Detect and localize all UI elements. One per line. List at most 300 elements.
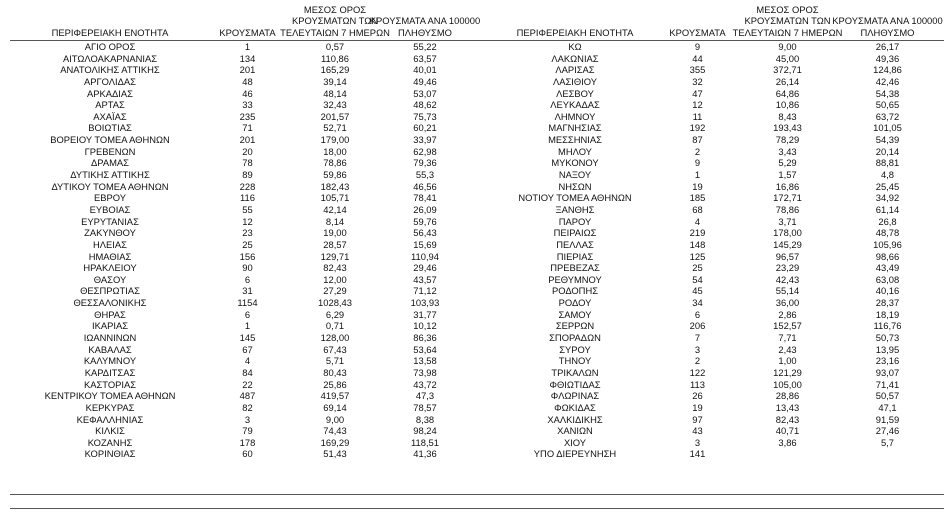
avg-7day-cell: 23,29 xyxy=(775,262,800,274)
table-row xyxy=(480,448,944,460)
region-cell: ΚΕΡΚΥΡΑΣ xyxy=(85,401,135,413)
table-row xyxy=(10,437,480,449)
table-row xyxy=(10,355,480,367)
table-row xyxy=(10,390,480,402)
region-cell: ΜΗΛΟΥ xyxy=(558,145,592,157)
per-100k-cell: 50,65 xyxy=(875,99,900,111)
table-row xyxy=(10,216,480,228)
table-row xyxy=(10,146,480,158)
avg-7day-cell: 182,43 xyxy=(320,180,350,192)
per-100k-cell: 13,95 xyxy=(875,343,900,355)
avg-7day-cell: 172,71 xyxy=(773,192,802,204)
per-100k-cell: 40,01 xyxy=(413,64,437,76)
region-cell: ΒΟΙΩΤΙΑΣ xyxy=(88,122,132,134)
header-cases: ΚΡΟΥΣΜΑΤΑ xyxy=(219,26,276,38)
table-row xyxy=(480,181,944,193)
header-region: ΠΕΡΙΦΕΡΕΙΑΚΗ ΕΝΟΤΗΤΑ xyxy=(51,26,169,38)
table-row xyxy=(10,88,480,100)
region-cell: ΧΙΟΥ xyxy=(563,436,587,448)
avg-7day-cell: 78,29 xyxy=(775,134,800,146)
avg-7day-cell: 169,29 xyxy=(320,436,350,448)
cases-cell: 6 xyxy=(244,273,251,285)
table-row xyxy=(10,64,480,76)
per-100k-cell: 91,59 xyxy=(875,413,900,425)
table-row xyxy=(10,157,480,169)
cases-cell: 6 xyxy=(244,308,251,320)
region-cell: ΖΑΚΥΝΘΟΥ xyxy=(84,227,136,239)
table-row xyxy=(10,344,480,356)
table-row xyxy=(480,262,944,274)
per-100k-cell: 23,16 xyxy=(875,355,900,367)
avg-7day-cell: 10,86 xyxy=(775,99,800,111)
per-100k-cell: 18,19 xyxy=(875,308,900,320)
region-cell: ΝΟΤΙΟΥ ΤΟΜΕΑ ΑΘΗΝΩΝ xyxy=(518,192,632,204)
table-row xyxy=(480,367,944,379)
per-100k-cell: 55,3 xyxy=(415,169,435,181)
header-7day-average-line2: ΚΡΟΥΣΜΑΤΩΝ ΤΩΝ xyxy=(744,15,831,26)
cases-cell: 19 xyxy=(692,401,703,413)
region-cell: ΦΛΩΡΙΝΑΣ xyxy=(550,390,600,402)
region-cell: ΚΑΡΔΙΤΣΑΣ xyxy=(84,366,136,378)
table-row xyxy=(480,88,944,100)
avg-7day-cell: 96,57 xyxy=(775,250,800,262)
avg-7day-cell: 8,14 xyxy=(325,215,345,227)
cases-cell: 79 xyxy=(242,425,253,437)
per-100k-cell: 124,86 xyxy=(873,64,902,76)
per-100k-cell: 79,36 xyxy=(413,157,437,169)
region-cell: ΜΑΓΝΗΣΙΑΣ xyxy=(548,122,602,134)
cases-cell: 487 xyxy=(239,390,256,402)
header-cases: ΚΡΟΥΣΜΑΤΑ xyxy=(669,26,726,38)
region-cell: ΡΟΔΟΥ xyxy=(558,297,592,309)
avg-7day-cell: 82,43 xyxy=(775,413,800,425)
header-7day-average-line2: ΚΡΟΥΣΜΑΤΩΝ ΤΩΝ xyxy=(291,15,379,26)
avg-7day-cell: 1,00 xyxy=(778,355,797,367)
avg-7day-cell: 25,86 xyxy=(323,378,347,390)
per-100k-cell: 116,76 xyxy=(873,320,902,332)
region-cell: ΥΠΟ ΔΙΕΡΕΥΝΗΣΗ xyxy=(533,448,617,460)
table-row xyxy=(10,425,480,437)
cases-cell: 3 xyxy=(244,413,251,425)
region-cell: ΚΑΣΤΟΡΙΑΣ xyxy=(83,378,137,390)
header-per-100k xyxy=(365,15,485,38)
table-row xyxy=(10,181,480,193)
per-100k-cell: 71,12 xyxy=(413,285,437,297)
region-cell: ΗΛΕΙΑΣ xyxy=(93,238,127,250)
table-bottom-rule xyxy=(10,494,944,495)
avg-7day-cell: 39,14 xyxy=(323,75,347,87)
avg-7day-cell: 64,86 xyxy=(775,87,800,99)
cases-cell: 90 xyxy=(242,262,253,274)
avg-7day-cell: 51,43 xyxy=(323,448,347,460)
per-100k-cell: 98,24 xyxy=(413,425,437,437)
region-cell: ΜΕΣΣΗΝΙΑΣ xyxy=(548,134,602,146)
cases-cell: 67 xyxy=(242,343,253,355)
cases-cell: 355 xyxy=(689,64,706,76)
region-cell: ΡΟΔΟΠΗΣ xyxy=(551,285,599,297)
table-body-right xyxy=(480,41,944,460)
table-header-right xyxy=(480,0,944,41)
cases-cell: 12 xyxy=(692,99,703,111)
table-row xyxy=(10,41,480,53)
cases-cell: 2 xyxy=(694,145,701,157)
cases-cell: 78 xyxy=(242,157,253,169)
region-cell: ΤΡΙΚΑΛΩΝ xyxy=(551,366,599,378)
table-row xyxy=(480,425,944,437)
page-bottom-rule xyxy=(10,508,944,509)
region-cell: ΝΗΣΩΝ xyxy=(558,180,592,192)
avg-7day-cell: 8,43 xyxy=(778,110,797,122)
table-row xyxy=(480,204,944,216)
cases-cell: 20 xyxy=(242,145,253,157)
per-100k-cell: 53,64 xyxy=(413,343,437,355)
cases-cell: 19 xyxy=(692,180,703,192)
region-cell: ΑΡΤΑΣ xyxy=(95,99,125,111)
region-cell: ΣΕΡΡΩΝ xyxy=(555,320,595,332)
region-cell: ΚΕΦΑΛΛΗΝΙΑΣ xyxy=(76,413,144,425)
cases-cell: 7 xyxy=(694,332,701,344)
region-cell: ΚΩ xyxy=(568,41,582,52)
avg-7day-cell: 36,00 xyxy=(775,297,800,309)
table-row xyxy=(10,285,480,297)
avg-7day-cell: 419,57 xyxy=(320,390,350,402)
cases-cell: 4 xyxy=(694,215,701,227)
cases-cell: 22 xyxy=(242,378,253,390)
region-cell: ΚΑΒΑΛΑΣ xyxy=(88,343,132,355)
per-100k-cell: 10,12 xyxy=(413,320,437,332)
table-row xyxy=(10,297,480,309)
cases-cell: 201 xyxy=(239,64,256,76)
table-row xyxy=(10,134,480,146)
avg-7day-cell: 1028,43 xyxy=(318,297,352,309)
per-100k-cell: 98,66 xyxy=(875,250,900,262)
cases-cell: 33 xyxy=(242,99,253,111)
avg-7day-cell: 32,43 xyxy=(323,99,347,111)
table-row xyxy=(480,402,944,414)
avg-7day-cell: 105,71 xyxy=(320,192,350,204)
cases-cell: 4 xyxy=(244,355,251,367)
table-row xyxy=(480,169,944,181)
header-7day-average-line3: ΤΕΛΕΥΤΑΙΩΝ 7 ΗΜΕΡΩΝ xyxy=(732,26,843,38)
per-100k-cell: 60,21 xyxy=(413,122,437,134)
cases-cell: 6 xyxy=(694,308,701,320)
cases-cell: 235 xyxy=(239,110,256,122)
per-100k-cell: 13,58 xyxy=(413,355,437,367)
cases-table-right xyxy=(480,0,944,460)
per-100k-cell: 75,73 xyxy=(413,110,437,122)
per-100k-cell: 43,49 xyxy=(875,262,900,274)
table-row xyxy=(10,53,480,65)
per-100k-cell: 40,16 xyxy=(875,285,900,297)
cases-cell: 3 xyxy=(694,436,701,448)
cases-cell: 178 xyxy=(239,436,256,448)
table-row xyxy=(480,344,944,356)
per-100k-cell: 26,8 xyxy=(878,215,897,227)
per-100k-cell: 53,07 xyxy=(413,87,437,99)
cases-cell: 68 xyxy=(692,203,703,215)
per-100k-cell: 50,57 xyxy=(875,390,900,402)
avg-7day-cell: 5,29 xyxy=(778,157,797,169)
per-100k-cell: 46,56 xyxy=(413,180,437,192)
avg-7day-cell: 78,86 xyxy=(323,157,347,169)
table-row xyxy=(480,320,944,332)
avg-7day-cell: 26,14 xyxy=(775,75,800,87)
avg-7day-cell: 3,43 xyxy=(778,145,797,157)
avg-7day-cell: 82,43 xyxy=(323,262,347,274)
table-row xyxy=(10,367,480,379)
region-cell: ΑΓΙΟ ΟΡΟΣ xyxy=(84,41,136,52)
region-cell: ΠΡΕΒΕΖΑΣ xyxy=(550,262,600,274)
header-per-100k-line1: ΚΡΟΥΣΜΑΤΑ ΑΝΑ 100000 xyxy=(369,15,481,26)
region-cell: ΑΝΑΤΟΛΙΚΗΣ ΑΤΤΙΚΗΣ xyxy=(60,64,160,76)
region-cell: ΚΙΛΚΙΣ xyxy=(95,425,125,437)
table-row xyxy=(480,297,944,309)
table-row xyxy=(10,122,480,134)
cases-cell: 1 xyxy=(244,41,251,52)
per-100k-cell: 59,76 xyxy=(413,215,437,227)
cases-cell: 1 xyxy=(694,169,701,181)
cases-cell: 54 xyxy=(692,273,703,285)
table-row xyxy=(10,192,480,204)
region-cell: ΕΥΡΥΤΑΝΙΑΣ xyxy=(81,215,139,227)
table-row xyxy=(480,379,944,391)
region-cell: ΔΡΑΜΑΣ xyxy=(91,157,129,169)
table-row xyxy=(10,448,480,460)
region-cell: ΙΩΑΝΝΙΝΩΝ xyxy=(83,332,137,344)
per-100k-cell: 71,41 xyxy=(875,378,900,390)
table-row xyxy=(10,99,480,111)
region-cell: ΘΕΣΣΑΛΟΝΙΚΗΣ xyxy=(73,297,147,309)
avg-7day-cell: 12,00 xyxy=(323,273,347,285)
region-cell: ΣΥΡΟΥ xyxy=(559,343,591,355)
table-row xyxy=(10,262,480,274)
table-row xyxy=(480,309,944,321)
cases-cell: 12 xyxy=(242,215,253,227)
region-cell: ΗΜΑΘΙΑΣ xyxy=(88,250,132,262)
cases-cell: 156 xyxy=(239,250,256,262)
cases-cell: 25 xyxy=(242,238,253,250)
table-row xyxy=(480,251,944,263)
avg-7day-cell: 45,00 xyxy=(775,52,800,64)
cases-cell: 9 xyxy=(694,41,701,52)
region-cell: ΗΡΑΚΛΕΙΟΥ xyxy=(83,262,137,274)
table-header-left xyxy=(10,0,480,41)
avg-7day-cell: 0,57 xyxy=(325,41,345,52)
cases-cell: 141 xyxy=(689,448,706,460)
avg-7day-cell: 52,71 xyxy=(323,122,347,134)
cases-cell: 125 xyxy=(689,250,706,262)
header-per-100k xyxy=(825,15,949,38)
table-row xyxy=(10,274,480,286)
region-cell: ΕΥΒΟΙΑΣ xyxy=(89,203,131,215)
table-row xyxy=(480,122,944,134)
per-100k-cell: 88,81 xyxy=(875,157,900,169)
cases-cell: 145 xyxy=(239,332,256,344)
avg-7day-cell: 18,00 xyxy=(323,145,347,157)
region-cell: ΚΑΛΥΜΝΟΥ xyxy=(83,355,137,367)
cases-cell: 122 xyxy=(689,366,706,378)
per-100k-cell: 15,69 xyxy=(413,238,437,250)
avg-7day-cell: 7,71 xyxy=(778,332,797,344)
cases-cell: 134 xyxy=(239,52,256,64)
cases-cell: 32 xyxy=(692,75,703,87)
cases-cell: 11 xyxy=(692,110,703,122)
per-100k-cell: 43,57 xyxy=(413,273,437,285)
region-cell: ΠΙΕΡΙΑΣ xyxy=(556,250,594,262)
per-100k-cell: 54,38 xyxy=(875,87,900,99)
per-100k-cell: 26,17 xyxy=(875,41,900,52)
avg-7day-cell: 74,43 xyxy=(323,425,347,437)
region-cell: ΛΗΜΝΟΥ xyxy=(554,110,596,122)
region-cell: ΘΑΣΟΥ xyxy=(93,273,127,285)
per-100k-cell: 103,93 xyxy=(410,297,440,309)
cases-cell: 44 xyxy=(692,52,703,64)
cases-cell: 206 xyxy=(689,320,706,332)
header-7day-average-line1: ΜΕΣΟΣ ΟΡΟΣ xyxy=(303,3,367,15)
per-100k-cell: 48,78 xyxy=(875,227,900,239)
table-row xyxy=(480,274,944,286)
region-cell: ΡΕΘΥΜΝΟΥ xyxy=(548,273,602,285)
table-row xyxy=(10,332,480,344)
table-row xyxy=(480,239,944,251)
cases-cell: 43 xyxy=(692,425,703,437)
per-100k-cell: 5,7 xyxy=(880,436,895,448)
region-cell: ΝΑΞΟΥ xyxy=(558,169,592,181)
per-100k-cell: 41,36 xyxy=(413,448,437,460)
per-100k-cell: 55,22 xyxy=(413,41,437,52)
region-cell: ΛΕΣΒΟΥ xyxy=(556,87,594,99)
region-cell: ΦΘΙΩΤΙΔΑΣ xyxy=(549,378,601,390)
table-row xyxy=(480,146,944,158)
avg-7day-cell: 2,43 xyxy=(778,343,797,355)
avg-7day-cell: 28,57 xyxy=(323,238,347,250)
region-cell: ΑΡΓΟΛΙΔΑΣ xyxy=(84,75,136,87)
per-100k-cell: 25,45 xyxy=(875,180,900,192)
region-cell: ΑΧΑΪΑΣ xyxy=(93,110,127,122)
table-row xyxy=(480,111,944,123)
avg-7day-cell: 67,43 xyxy=(323,343,347,355)
avg-7day-cell: 2,86 xyxy=(778,308,797,320)
table-row xyxy=(480,227,944,239)
per-100k-cell: 29,46 xyxy=(413,262,437,274)
avg-7day-cell: 28,86 xyxy=(775,390,800,402)
per-100k-cell: 63,57 xyxy=(413,52,437,64)
region-cell: ΒΟΡΕΙΟΥ ΤΟΜΕΑ ΑΘΗΝΩΝ xyxy=(50,134,170,146)
cases-cell: 9 xyxy=(694,157,701,169)
avg-7day-cell: 129,71 xyxy=(320,250,350,262)
per-100k-cell: 48,62 xyxy=(413,99,437,111)
table-row xyxy=(10,239,480,251)
avg-7day-cell: 1,57 xyxy=(778,169,797,181)
per-100k-cell: 110,94 xyxy=(411,250,439,262)
avg-7day-cell: 16,86 xyxy=(775,180,800,192)
avg-7day-cell: 59,86 xyxy=(323,169,347,181)
per-100k-cell: 34,92 xyxy=(875,192,900,204)
region-cell: ΛΕΥΚΑΔΑΣ xyxy=(550,99,600,111)
cases-cell: 2 xyxy=(694,355,701,367)
table-row xyxy=(10,402,480,414)
table-row xyxy=(480,192,944,204)
region-cell: ΣΑΜΟΥ xyxy=(558,308,592,320)
per-100k-cell: 20,14 xyxy=(875,145,900,157)
per-100k-cell: 43,72 xyxy=(413,378,437,390)
per-100k-cell: 42,46 xyxy=(875,75,900,87)
per-100k-cell: 47,1 xyxy=(878,401,897,413)
header-per-100k-line1: ΚΡΟΥΣΜΑΤΑ ΑΝΑ 100000 xyxy=(832,15,943,26)
cases-cell: 48 xyxy=(242,75,253,87)
region-cell: ΜΥΚΟΝΟΥ xyxy=(551,157,599,169)
avg-7day-cell: 128,00 xyxy=(320,332,350,344)
avg-7day-cell: 372,71 xyxy=(773,64,802,76)
table-row xyxy=(480,64,944,76)
region-cell: ΛΑΚΩΝΙΑΣ xyxy=(551,52,599,64)
cases-cell: 23 xyxy=(242,227,253,239)
region-cell: ΑΡΚΑΔΙΑΣ xyxy=(87,87,133,99)
table-row xyxy=(480,414,944,426)
table-row xyxy=(480,332,944,344)
per-100k-cell: 73,98 xyxy=(413,366,437,378)
per-100k-cell: 62,98 xyxy=(413,145,437,157)
per-100k-cell: 61,14 xyxy=(875,203,900,215)
avg-7day-cell: 69,14 xyxy=(323,401,347,413)
cases-cell: 87 xyxy=(692,134,703,146)
cases-cell: 45 xyxy=(692,285,703,297)
header-7day-average-line3: ΤΕΛΕΥΤΑΙΩΝ 7 ΗΜΕΡΩΝ xyxy=(280,26,390,38)
avg-7day-cell: 19,00 xyxy=(323,227,347,239)
table-row xyxy=(480,390,944,402)
table-row xyxy=(480,355,944,367)
avg-7day-cell: 13,43 xyxy=(775,401,800,413)
avg-7day-cell: 42,43 xyxy=(775,273,800,285)
per-100k-cell: 33,97 xyxy=(413,134,437,146)
avg-7day-cell: 42,14 xyxy=(323,203,347,215)
cases-cell: 3 xyxy=(694,343,701,355)
avg-7day-cell: 48,14 xyxy=(323,87,347,99)
cases-cell: 71 xyxy=(242,122,253,134)
table-row xyxy=(480,437,944,449)
table-row xyxy=(10,204,480,216)
region-cell: ΔΥΤΙΚΟΥ ΤΟΜΕΑ ΑΘΗΝΩΝ xyxy=(51,180,169,192)
region-cell: ΤΗΝΟΥ xyxy=(558,355,592,367)
avg-7day-cell: 55,14 xyxy=(775,285,800,297)
region-cell: ΙΚΑΡΙΑΣ xyxy=(91,320,129,332)
per-100k-cell: 63,72 xyxy=(875,110,900,122)
avg-7day-cell: 9,00 xyxy=(778,41,797,52)
cases-cell: 26 xyxy=(692,390,703,402)
avg-7day-cell: 105,00 xyxy=(773,378,802,390)
avg-7day-cell: 121,29 xyxy=(773,366,802,378)
table-row xyxy=(480,99,944,111)
cases-cell: 219 xyxy=(689,227,706,239)
avg-7day-cell: 3,71 xyxy=(778,215,797,227)
table-row xyxy=(480,285,944,297)
region-cell: ΠΑΡΟΥ xyxy=(558,215,592,227)
per-100k-cell: 50,73 xyxy=(875,332,900,344)
table-row xyxy=(480,41,944,53)
table-row xyxy=(480,157,944,169)
cases-cell: 192 xyxy=(689,122,706,134)
per-100k-cell: 4,8 xyxy=(880,169,895,181)
avg-7day-cell: 80,43 xyxy=(323,366,347,378)
per-100k-cell: 28,37 xyxy=(875,297,900,309)
avg-7day-cell: 27,29 xyxy=(323,285,347,297)
per-100k-cell: 93,07 xyxy=(875,366,900,378)
cases-cell: 89 xyxy=(242,169,253,181)
per-100k-cell: 49,46 xyxy=(413,75,437,87)
cases-cell: 116 xyxy=(240,192,255,204)
table-row xyxy=(480,134,944,146)
table-row xyxy=(10,111,480,123)
